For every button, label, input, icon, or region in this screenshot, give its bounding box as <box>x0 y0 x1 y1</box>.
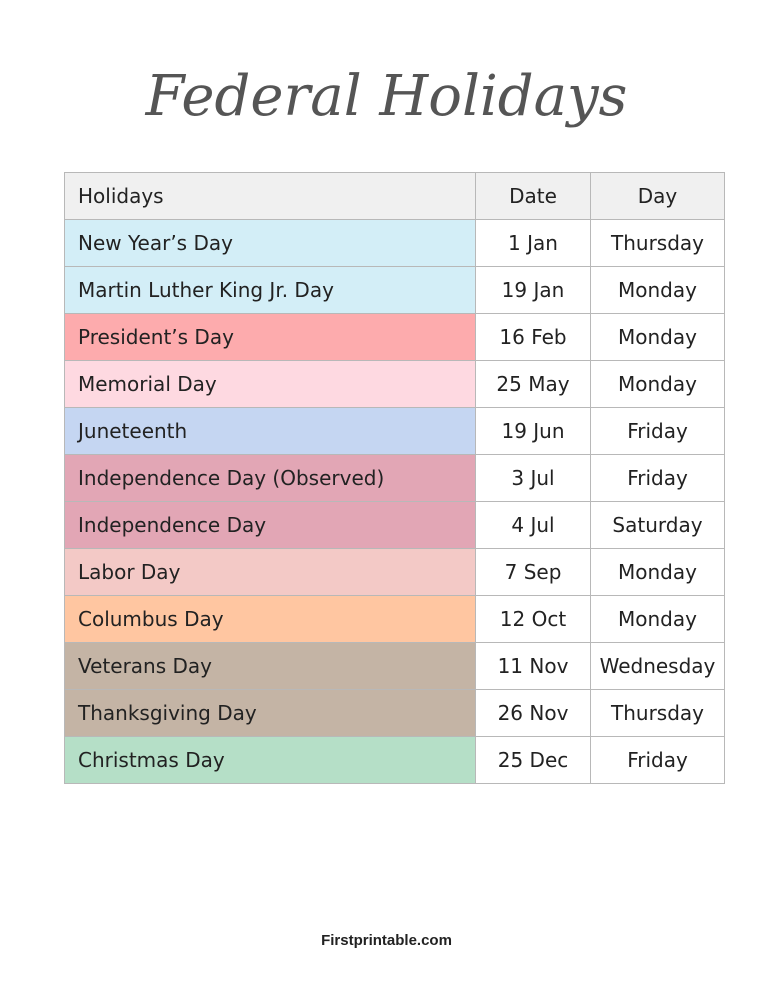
table-header-row <box>65 173 725 220</box>
holiday-day: Thursday <box>591 690 725 737</box>
holiday-day: Friday <box>591 408 725 455</box>
holiday-date: 12 Oct <box>476 596 591 643</box>
holiday-day: Thursday <box>591 220 725 267</box>
holiday-date: 11 Nov <box>476 643 591 690</box>
holiday-date: 16 Feb <box>476 314 591 361</box>
header-date: Date <box>476 173 591 220</box>
holiday-name: Juneteenth <box>65 408 476 455</box>
holidays-table <box>64 172 725 784</box>
holiday-day: Monday <box>591 267 725 314</box>
holiday-name: Columbus Day <box>65 596 476 643</box>
table-row <box>65 502 725 549</box>
holiday-date: 26 Nov <box>476 690 591 737</box>
table-row <box>65 361 725 408</box>
holiday-day: Monday <box>591 596 725 643</box>
holiday-day: Friday <box>591 737 725 784</box>
table-row <box>65 737 725 784</box>
holiday-name: Labor Day <box>65 549 476 596</box>
holiday-name: Christmas Day <box>65 737 476 784</box>
holiday-name: Independence Day <box>65 502 476 549</box>
holiday-name: Independence Day (Observed) <box>65 455 476 502</box>
holiday-name: New Year’s Day <box>65 220 476 267</box>
table-row <box>65 267 725 314</box>
table-row <box>65 596 725 643</box>
table-row <box>65 455 725 502</box>
holiday-date: 1 Jan <box>476 220 591 267</box>
page-title: Federal Holidays <box>145 64 628 129</box>
holiday-name: Martin Luther King Jr. Day <box>65 267 476 314</box>
holiday-date: 25 Dec <box>476 737 591 784</box>
holiday-date: 25 May <box>476 361 591 408</box>
holiday-day: Wednesday <box>591 643 725 690</box>
holiday-day: Friday <box>591 455 725 502</box>
holiday-date: 4 Jul <box>476 502 591 549</box>
table-row <box>65 690 725 737</box>
holiday-rows <box>65 220 725 784</box>
holiday-date: 3 Jul <box>476 455 591 502</box>
holiday-day: Monday <box>591 549 725 596</box>
holiday-name: Memorial Day <box>65 361 476 408</box>
holiday-date: 19 Jan <box>476 267 591 314</box>
header-day: Day <box>591 173 725 220</box>
table-row <box>65 643 725 690</box>
holiday-name: Thanksgiving Day <box>65 690 476 737</box>
table-row <box>65 314 725 361</box>
table-row <box>65 408 725 455</box>
holiday-date: 7 Sep <box>476 549 591 596</box>
footer-site-name: Firstprintable.com <box>321 932 452 949</box>
header-holidays: Holidays <box>65 173 476 220</box>
table-row <box>65 549 725 596</box>
holiday-name: President’s Day <box>65 314 476 361</box>
holiday-date: 19 Jun <box>476 408 591 455</box>
table-row <box>65 220 725 267</box>
holiday-name: Veterans Day <box>65 643 476 690</box>
holiday-day: Saturday <box>591 502 725 549</box>
holiday-day: Monday <box>591 314 725 361</box>
holiday-day: Monday <box>591 361 725 408</box>
